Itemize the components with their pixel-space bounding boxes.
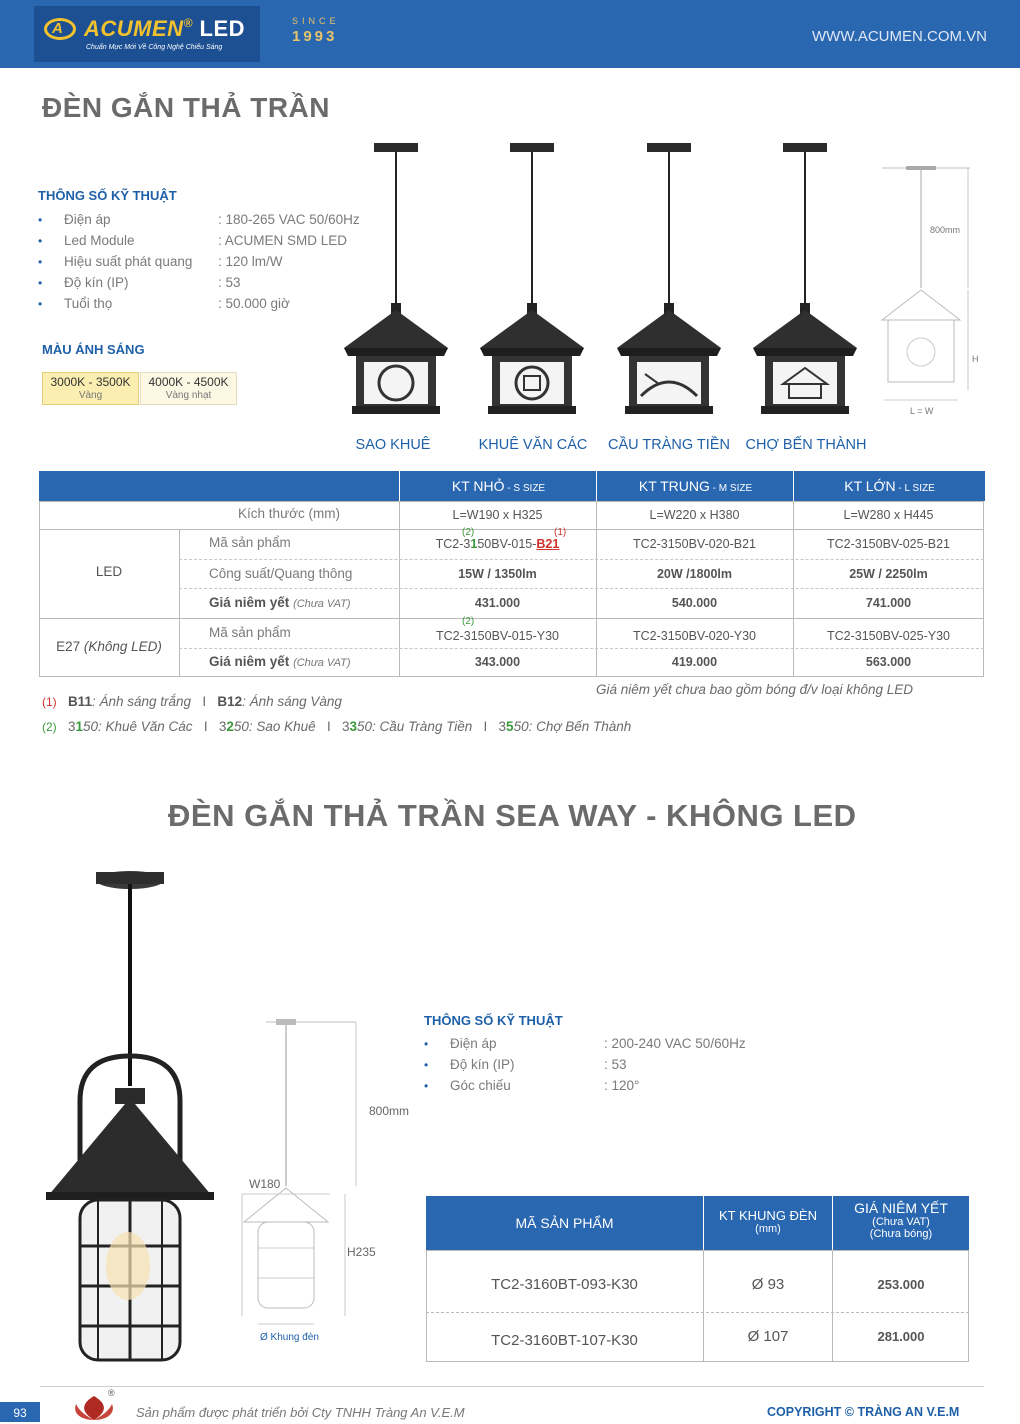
lamp-caption: CẦU TRÀNG TIỀN: [608, 437, 730, 453]
dim-h-label: H: [972, 354, 979, 364]
col-header-medium: KT TRUNG - M SIZE: [596, 471, 794, 501]
power-small: 15W / 1350lm: [458, 567, 537, 581]
spec-value: : 53: [218, 275, 241, 290]
swatch-warm: 3000K - 3500K Vàng: [42, 372, 139, 405]
seaway-size-107: Ø 107: [747, 1328, 789, 1345]
spec-row: [38, 272, 378, 293]
spec-heading: THÔNG SỐ KỸ THUẬT: [38, 188, 177, 203]
bullet-icon: •: [424, 1037, 429, 1051]
dim-800-label: 800mm: [930, 225, 961, 235]
spec-row: • Điện áp : 200-240 VAC 50/60Hz: [424, 1036, 746, 1051]
bullet-icon: •: [38, 255, 43, 269]
led-price-large: 741.000: [865, 596, 912, 610]
footer-copyright: COPYRIGHT © TRÀNG AN V.E.M: [767, 1405, 960, 1419]
spec-label: Độ kín (IP): [64, 275, 129, 290]
row-label-dimensions: Kích thước (mm): [238, 506, 340, 521]
bullet-icon: •: [424, 1058, 429, 1072]
col-header-large: KT LỚN - L SIZE: [793, 471, 985, 501]
section2-title: ĐÈN GẮN THẢ TRẦN SEA WAY - KHÔNG LED: [168, 798, 857, 833]
bullet-icon: •: [38, 297, 43, 311]
seaway-code-93: TC2-3160BT-093-K30: [491, 1276, 638, 1293]
power-medium: 20W /1800lm: [656, 567, 733, 581]
price-table-led: [39, 471, 984, 677]
logo-letter: A: [52, 20, 63, 37]
lamp-illustrations: [330, 138, 870, 428]
col-header-frame: KT KHUNG ĐÈN (mm): [704, 1196, 832, 1250]
col-header-code: MÃ SẢN PHẨM: [426, 1196, 703, 1250]
led-price-medium: 540.000: [671, 596, 718, 610]
brand-tagline: Chuẩn Mực Mới Về Công Nghệ Chiếu Sáng: [86, 44, 223, 51]
spec-label: Hiệu suất phát quang: [64, 254, 193, 269]
dim-medium: L=W220 x H380: [649, 508, 740, 522]
col-divider: [596, 501, 597, 677]
bullet-icon: •: [424, 1079, 429, 1093]
spec-row: • Độ kín (IP) : 53: [424, 1057, 627, 1072]
mark-1: (1): [554, 527, 567, 538]
dim-800-label: 800mm: [369, 1104, 410, 1118]
group-led: LED: [95, 564, 123, 579]
e27-price-large: 563.000: [865, 655, 912, 669]
row-divider: [39, 618, 984, 619]
row-label-code: Mã sản phẩm: [209, 535, 291, 550]
website-link[interactable]: WWW.ACUMEN.COM.VN: [812, 28, 987, 45]
seaway-price-107: 281.000: [877, 1329, 925, 1344]
spec-value: : 120 lm/W: [218, 254, 283, 269]
spec-label: Điện áp: [64, 212, 111, 227]
table-header-blank: [39, 471, 399, 501]
seaway-price-93: 253.000: [877, 1277, 925, 1292]
col-divider: [399, 501, 400, 677]
spec-row: [38, 209, 378, 230]
mark-2: (2): [462, 527, 475, 538]
col-header-small: KT NHỎ - S SIZE: [399, 471, 597, 501]
col-divider: [793, 501, 794, 677]
dim-lw-label: L = W: [910, 406, 934, 416]
mark-2: (2): [462, 616, 475, 627]
spec-heading: THÔNG SỐ KỸ THUẬT: [424, 1013, 563, 1028]
led-code-large: TC2-3150BV-025-B21: [827, 537, 950, 551]
col-divider: [703, 1250, 704, 1362]
row-divider: [39, 529, 984, 530]
e27-price-small: 343.000: [474, 655, 521, 669]
page-number: 93: [0, 1402, 40, 1422]
dim-large: L=W280 x H445: [843, 508, 934, 522]
table-border: [39, 501, 984, 677]
row-divider: [179, 559, 984, 560]
swatch-neutral: 4000K - 4500K Vàng nhạt: [140, 372, 237, 405]
spec-value: : ACUMEN SMD LED: [218, 233, 348, 248]
led-code-medium: TC2-3150BV-020-B21: [633, 537, 756, 551]
lamp-caption: CHỢ BẾN THÀNH: [745, 437, 867, 453]
dim-w180-label: W180: [249, 1177, 281, 1191]
footer-divider: [40, 1386, 984, 1387]
col-header-price: GIÁ NIÊM YẾT (Chưa VAT) (Chưa bóng): [833, 1196, 969, 1250]
row-divider: [179, 588, 984, 589]
price-note: Giá niêm yết chưa bao gồm bóng đ/v loại không LED: [596, 682, 913, 697]
bullet-icon: •: [38, 213, 43, 227]
lamp-caption: SAO KHUÊ: [355, 437, 431, 453]
e27-code-large: TC2-3150BV-025-Y30: [827, 629, 950, 643]
spec-row: [38, 293, 378, 314]
spec-row: [38, 251, 378, 272]
e27-code-small: TC2-3150BV-015-Y30: [436, 629, 559, 643]
row-divider: [179, 648, 984, 649]
row-label-code: Mã sản phẩm: [209, 625, 291, 640]
spec-row: [38, 230, 378, 251]
section1-title: ĐÈN GẮN THẢ TRẦN: [42, 92, 330, 123]
e27-price-medium: 419.000: [671, 655, 718, 669]
row-label-price: Giá niêm yết (Chưa VAT): [209, 654, 351, 669]
spec-value: : 180-265 VAC 50/60Hz: [218, 212, 360, 227]
footnote-1: (1) B11: Ánh sáng trắng I B12: Ánh sáng Vàng: [42, 694, 342, 709]
lamp-sao-khue: [344, 143, 448, 414]
dim-frame-label: Ø Khung đèn: [260, 1332, 319, 1343]
col-divider: [832, 1250, 833, 1362]
footnote-2: (2) 3150: Khuê Văn Các I 3250: Sao Khuê I 3350: Cầu Tràng Tiền I 3550: Chợ Bến Thành: [42, 719, 632, 734]
color-heading: MÀU ÁNH SÁNG: [42, 342, 145, 357]
row-label-price: Giá niêm yết (Chưa VAT): [209, 595, 351, 610]
led-price-small: 431.000: [474, 596, 521, 610]
spec-list: [38, 209, 378, 314]
brand-name: ACUMEN® LED: [84, 16, 246, 41]
since-year: 1993: [292, 28, 338, 45]
dim-h235-label: H235: [347, 1245, 376, 1259]
lamp-khue-van-cac: [480, 143, 584, 414]
lamp-cau-trang-tien: [617, 143, 721, 414]
seaway-code-107: TC2-3160BT-107-K30: [491, 1332, 638, 1349]
since-label: SINCE: [292, 16, 340, 26]
group-e27: E27 (Không LED): [56, 639, 162, 654]
seaway-lamp-image: [40, 866, 220, 1374]
lamp-cho-ben-thanh: [753, 143, 857, 414]
lamp-caption: KHUÊ VĂN CÁC: [478, 437, 588, 453]
spec-row: • Góc chiếu : 120°: [424, 1078, 640, 1093]
row-divider: [426, 1312, 969, 1313]
bullet-icon: •: [38, 276, 43, 290]
row-label-power: Công suất/Quang thông: [209, 566, 353, 581]
footer-credit: Sản phẩm được phát triển bởi Cty TNHH Tràng An V.E.M: [136, 1405, 465, 1420]
logo-reg-mark: ®: [108, 1388, 115, 1398]
led-code-small: TC2-3150BV-015-B21: [435, 537, 560, 551]
spec-value: : 50.000 giờ: [218, 296, 290, 311]
spec-label: Led Module: [64, 233, 135, 248]
bullet-icon: •: [38, 234, 43, 248]
price-table-seaway: [426, 1196, 969, 1362]
power-large: 25W / 2250lm: [849, 567, 928, 581]
e27-code-medium: TC2-3150BV-020-Y30: [633, 629, 756, 643]
spec-label: Tuổi thọ: [64, 296, 113, 311]
lamp-dimension-drawing: [872, 160, 982, 425]
seaway-size-93: Ø 93: [751, 1276, 785, 1293]
dim-small: L=W190 x H325: [452, 508, 543, 522]
spec-list-2: [424, 1033, 764, 1096]
